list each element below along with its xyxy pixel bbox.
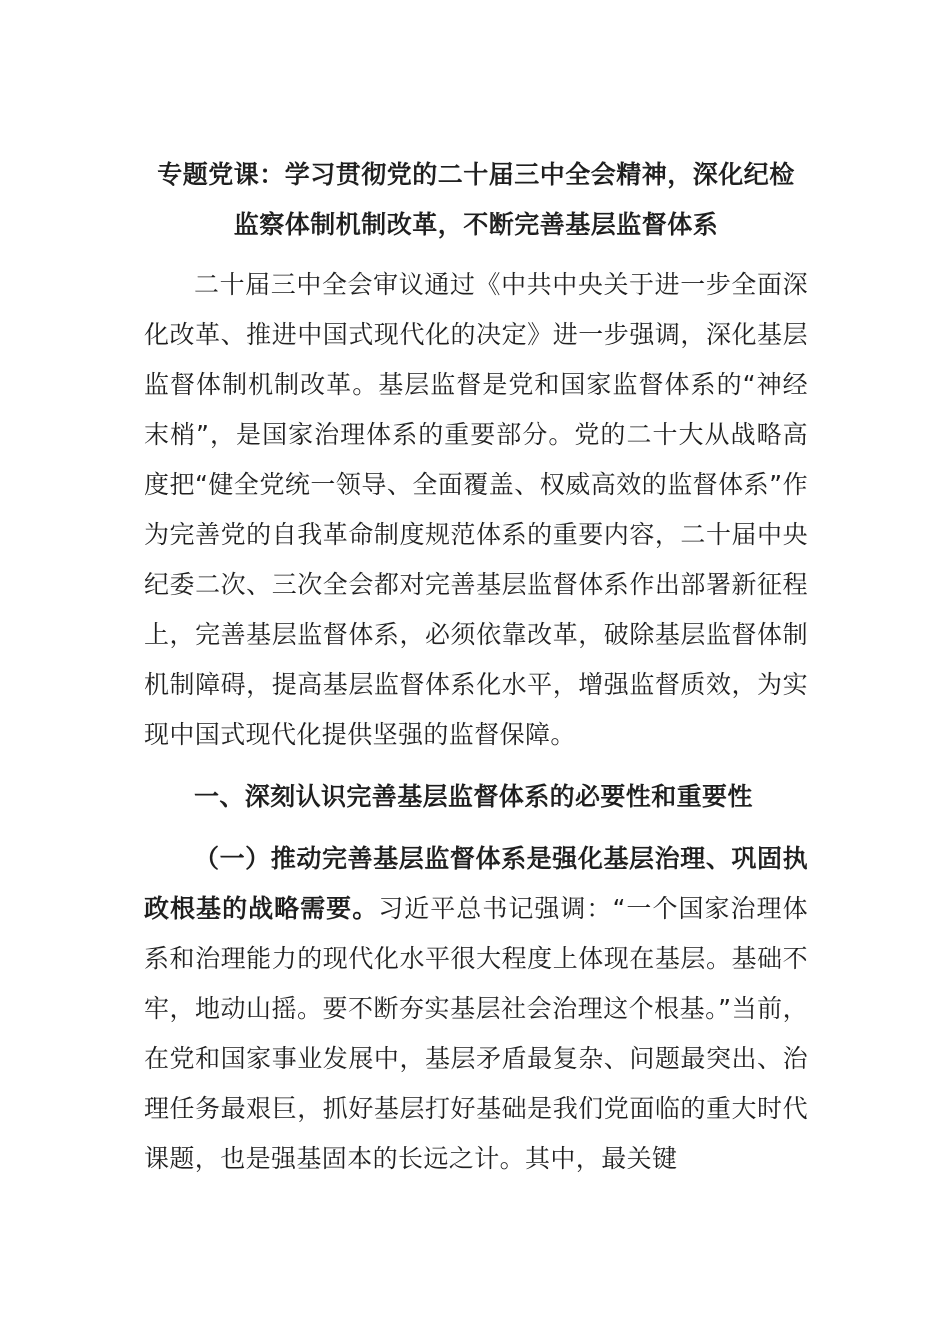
title-line-2: 监察体制机制改革，不断完善基层监督体系 xyxy=(233,210,719,239)
subsection-heading: （一）推动完善基层监督体系是强化基层治理、巩固执政根基的战略需要。 xyxy=(144,844,808,923)
document-title xyxy=(144,150,808,250)
subsection-paragraph xyxy=(144,834,808,1184)
title-line-1: 专题党课：学习贯彻党的二十届三中全会精神，深化纪检 xyxy=(157,160,795,189)
section-heading: 一、深刻认识完善基层监督体系的必要性和重要性 xyxy=(194,782,753,811)
subsection-body-text: 习近平总书记强调：“一个国家治理体系和治理能力的现代化水平很大程度上体现在基层。基础不牢，地动山摇。要不断夯实基层社会治理这个根基。”当前，在党和国家事业发展中，基层矛盾最复杂、问题最突出、治理任务最艰巨，抓好基层打好基础是我们党面临的重大时代课题，也是强基固本的长远之计。其中，最关键 xyxy=(144,894,808,1173)
document-body xyxy=(144,150,808,1184)
intro-paragraph: 二十届三中全会审议通过《中共中央关于进一步全面深化改革、推进中国式现代化的决定》进一步强调，深化基层监督体制机制改革。基层监督是党和国家监督体系的“神经末梢”，是国家治理体系的重要部分。党的二十大从战略高度把“健全党统一领导、全面覆盖、权威高效的监督体系”作为完善党的自我革命制度规范体系的重要内容，二十届中央纪委二次、三次全会都对完善基层监督体系作出部署新征程上，完善基层监督体系，必须依靠改革，破除基层监督体制机制障碍，提高基层监督体系化水平，增强监督质效，为实现中国式现代化提供坚强的监督保障。 xyxy=(144,270,808,749)
